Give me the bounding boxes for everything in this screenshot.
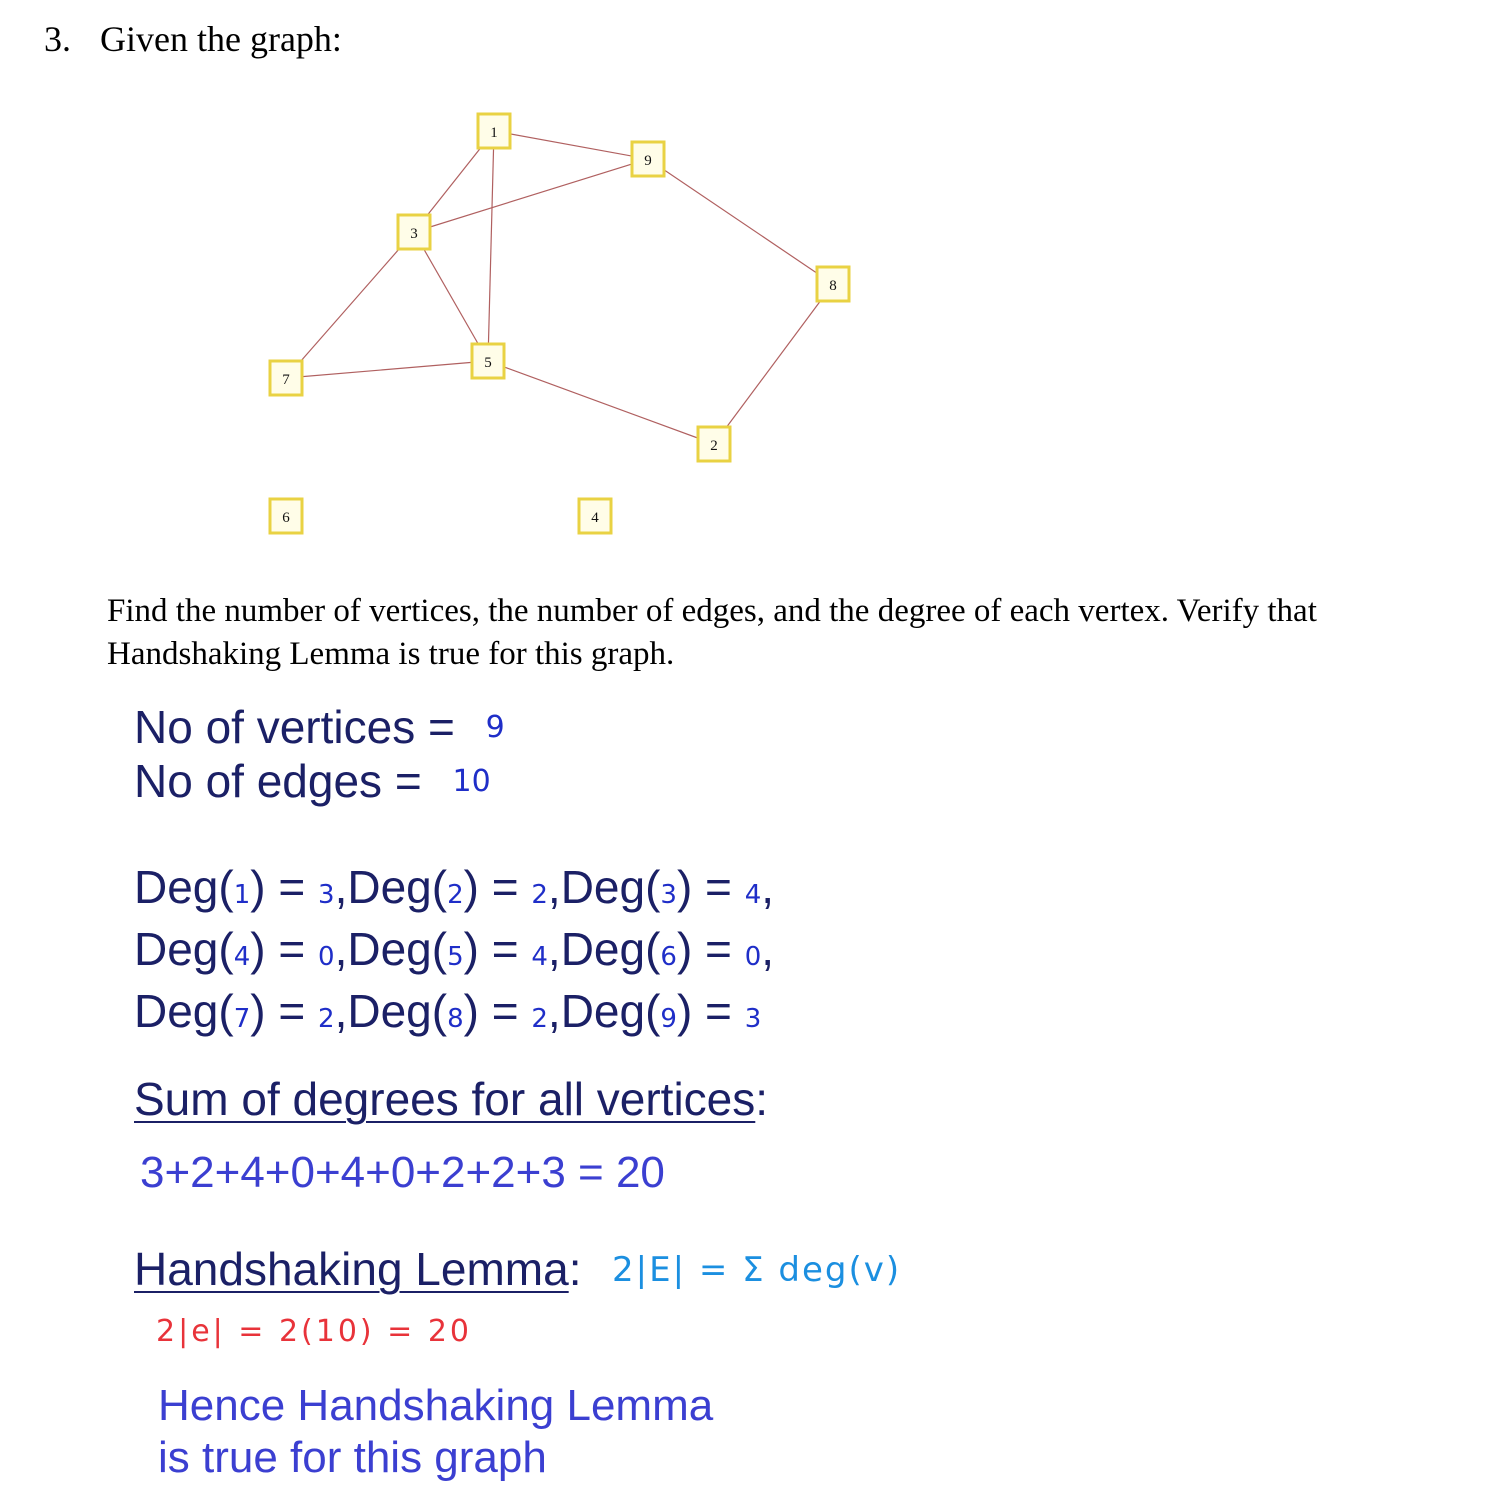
svg-text:3: 3 bbox=[410, 226, 418, 242]
degree-value: 4 bbox=[531, 942, 548, 972]
vertex-9 bbox=[632, 142, 664, 176]
vertex-4 bbox=[579, 499, 611, 533]
degree-vertex: 9 bbox=[660, 1004, 677, 1034]
degree-entry: Deg(6) = 0, bbox=[560, 923, 775, 975]
problem-statement: Find the number of vertices, the number of edges, and the degree of each vertex. Verify that Handshaking Lemma is true for this graph. bbox=[107, 593, 1317, 672]
degree-vertex: 2 bbox=[447, 880, 464, 910]
degree-row bbox=[134, 984, 774, 1046]
question-number: 3. bbox=[44, 19, 71, 59]
degree-value: 4 bbox=[744, 880, 762, 910]
degree-entry: Deg(2) = 2, bbox=[347, 861, 561, 913]
svg-text:1: 1 bbox=[490, 125, 498, 141]
edge-3-7 bbox=[286, 232, 414, 378]
edge-1-5 bbox=[488, 131, 494, 361]
conclusion bbox=[158, 1380, 713, 1484]
svg-text:6: 6 bbox=[282, 510, 290, 526]
edge-9-8 bbox=[648, 159, 833, 284]
degree-entry: Deg(9) = 3 bbox=[560, 985, 762, 1037]
lemma-check: 2|e| = 2(10) = 20 bbox=[156, 1314, 473, 1349]
vertices-value: 9 bbox=[485, 710, 505, 745]
degree-entry: Deg(1) = 3, bbox=[134, 861, 348, 913]
degree-value: 2 bbox=[531, 1004, 548, 1034]
degree-vertex: 5 bbox=[447, 942, 464, 972]
vertex-2 bbox=[698, 427, 730, 461]
degree-value: 3 bbox=[744, 1004, 762, 1034]
edge-5-2 bbox=[488, 361, 714, 444]
degree-list bbox=[134, 860, 774, 1046]
lemma-heading: Handshaking Lemma: bbox=[134, 1243, 582, 1295]
vertices-count-line bbox=[134, 700, 505, 754]
svg-text:4: 4 bbox=[591, 510, 599, 526]
degree-value: 2 bbox=[318, 1004, 335, 1034]
conclusion-line-1: Hence Handshaking Lemma bbox=[158, 1381, 714, 1430]
vertex-1 bbox=[478, 114, 510, 148]
graph-edges bbox=[286, 131, 833, 444]
edge-3-9 bbox=[414, 159, 648, 232]
edge-2-8 bbox=[714, 284, 833, 444]
svg-text:7: 7 bbox=[282, 372, 290, 388]
edges-value: 10 bbox=[452, 764, 491, 799]
degree-entry: Deg(8) = 2, bbox=[347, 985, 561, 1037]
svg-text:8: 8 bbox=[829, 278, 837, 294]
degree-entry: Deg(5) = 4, bbox=[347, 923, 561, 975]
degree-vertex: 8 bbox=[447, 1004, 464, 1034]
svg-text:5: 5 bbox=[484, 355, 492, 371]
sum-expression: 3+2+4+0+4+0+2+2+3 = 20 bbox=[140, 1148, 665, 1197]
lemma-heading-text: Handshaking Lemma bbox=[134, 1243, 569, 1295]
edge-7-5 bbox=[286, 361, 488, 378]
edge-3-5 bbox=[414, 232, 488, 361]
degree-vertex: 7 bbox=[233, 1004, 251, 1034]
degree-vertex: 3 bbox=[660, 880, 677, 910]
vertices-label: No of vertices = bbox=[134, 701, 455, 753]
question-prompt: Given the graph: bbox=[100, 19, 342, 59]
edges-count-line bbox=[134, 754, 491, 808]
degree-vertex: 1 bbox=[233, 880, 251, 910]
vertex-5 bbox=[472, 344, 504, 378]
sum-heading: Sum of degrees for all vertices: bbox=[134, 1073, 769, 1125]
edges-label: No of edges = bbox=[134, 755, 422, 807]
conclusion-line-2: is true for this graph bbox=[158, 1433, 547, 1482]
svg-text:9: 9 bbox=[644, 153, 652, 169]
degree-vertex: 4 bbox=[233, 942, 251, 972]
svg-text:2: 2 bbox=[710, 438, 718, 454]
degree-row bbox=[134, 922, 774, 984]
degree-entry: Deg(7) = 2, bbox=[134, 985, 348, 1037]
degree-value: 3 bbox=[318, 880, 335, 910]
lemma-formula: 2|E| = Σ deg(v) bbox=[612, 1250, 902, 1290]
vertex-7 bbox=[270, 361, 302, 395]
degree-value: 0 bbox=[744, 942, 762, 972]
edge-1-9 bbox=[494, 131, 648, 159]
degree-entry: Deg(4) = 0, bbox=[134, 923, 348, 975]
degree-vertex: 6 bbox=[660, 942, 677, 972]
vertex-6 bbox=[270, 499, 302, 533]
vertex-3 bbox=[398, 215, 430, 249]
graph-figure bbox=[0, 0, 1508, 560]
degree-entry: Deg(3) = 4, bbox=[560, 861, 775, 913]
degree-row bbox=[134, 860, 774, 922]
degree-value: 2 bbox=[531, 880, 548, 910]
sum-heading-text: Sum of degrees for all vertices bbox=[134, 1073, 756, 1125]
vertex-8 bbox=[817, 267, 849, 301]
degree-value: 0 bbox=[318, 942, 335, 972]
